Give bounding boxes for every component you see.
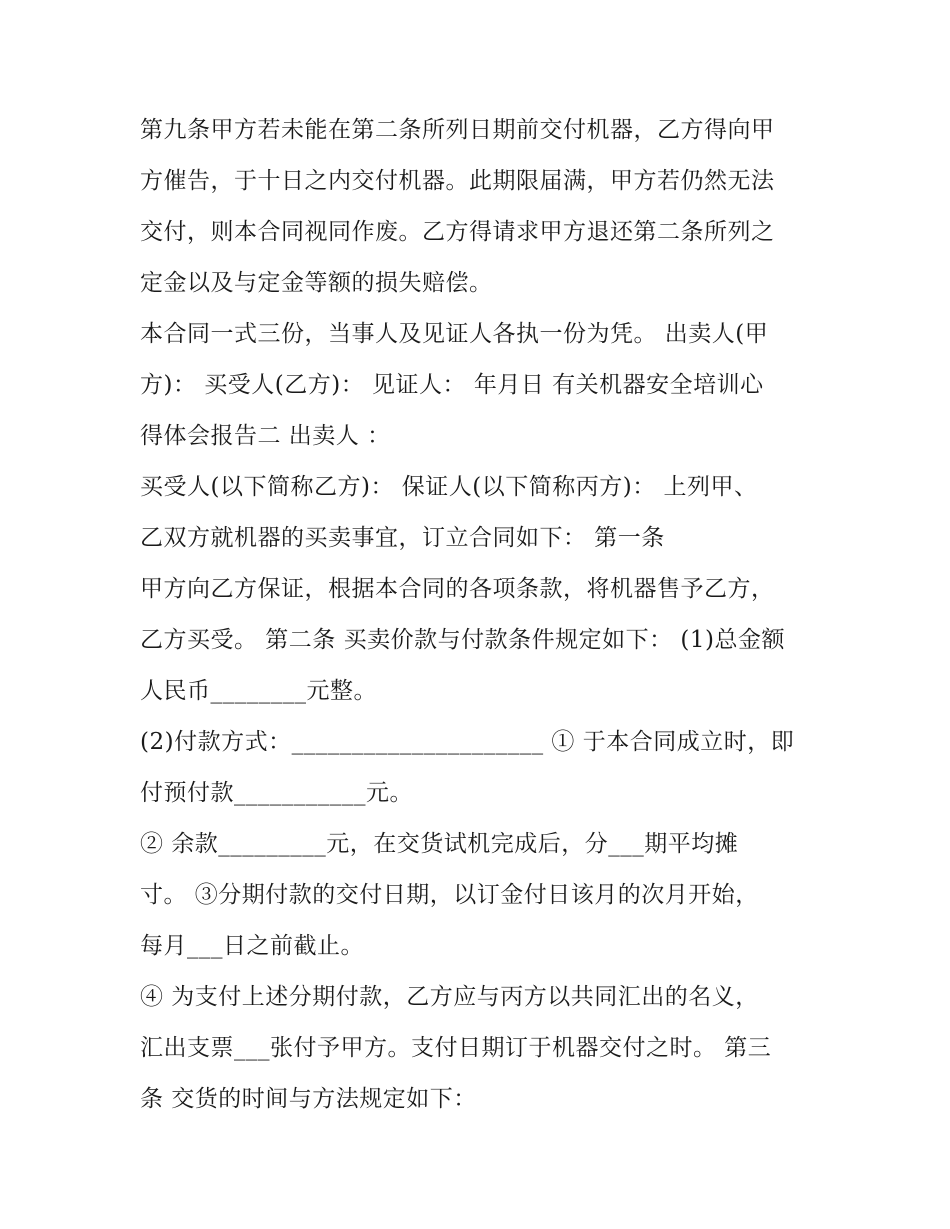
- text-line: 乙方买受。 第二条 买卖价款与付款条件规定如下： (1)总金额: [140, 627, 786, 653]
- text-line: 甲方向乙方保证，根据本合同的各项条款，将机器售予乙方，: [140, 576, 775, 602]
- text-line: 方催告，于十日之内交付机器。此期限届满，甲方若仍然无法: [140, 168, 775, 194]
- text-line: (2)付款方式：_____________________ ① 于本合同成立时，即: [140, 729, 795, 755]
- text-line: 交付，则本合同视同作废。乙方得请求甲方退还第二条所列之: [140, 219, 775, 245]
- text-line: 人民币________元整。: [140, 678, 377, 704]
- text-line: 买受人(以下简称乙方)： 保证人(以下简称丙方)： 上列甲、: [140, 474, 758, 500]
- text-line: 乙双方就机器的买卖事宜，订立合同如下： 第一条: [140, 525, 665, 551]
- text-line: ④ 为支付上述分期付款，乙方应与丙方以共同汇出的名义，: [140, 984, 759, 1010]
- text-line: 定金以及与定金等额的损失赔偿。: [140, 270, 493, 296]
- text-line: 每月___日之前截止。: [140, 933, 364, 959]
- text-line: 汇出支票___张付予甲方。支付日期订于机器交付之时。 第三: [140, 1035, 772, 1061]
- text-line: 本合同一式三份，当事人及见证人各执一份为凭。 出卖人(甲: [140, 321, 769, 347]
- text-line: 条 交货的时间与方法规定如下：: [140, 1086, 477, 1112]
- text-line: 方)： 买受人(乙方)： 见证人： 年月日 有关机器安全培训心: [140, 372, 764, 398]
- text-line: 得体会报告二 出卖人 ：: [140, 423, 391, 449]
- text-line: 第九条甲方若未能在第二条所列日期前交付机器，乙方得向甲: [140, 117, 775, 143]
- text-line: 寸。 ③分期付款的交付日期，以订金付日该月的次月开始，: [140, 882, 759, 908]
- text-line: ② 余款_________元，在交货试机完成后，分___期平均摊: [140, 831, 739, 857]
- text-line: 付预付款___________元。: [140, 780, 413, 806]
